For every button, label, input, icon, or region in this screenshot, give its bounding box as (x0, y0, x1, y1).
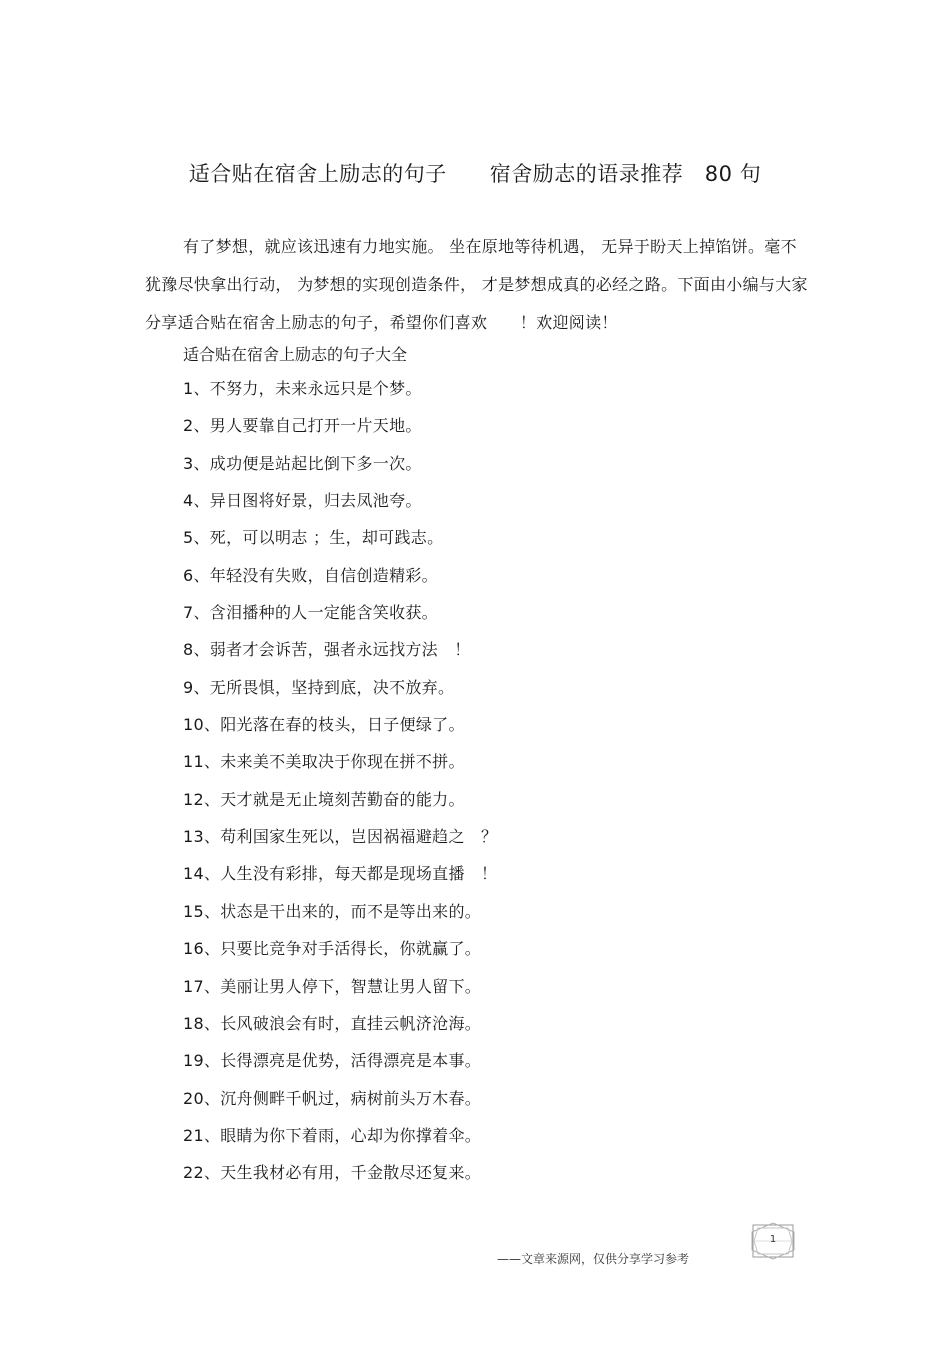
page-number-badge (750, 1222, 796, 1260)
list-item: 21、眼睛为你下着雨，心却为你撑着伞。 (183, 1125, 482, 1145)
list-item: 6、年轻没有失败，自信创造精彩。 (183, 565, 438, 585)
list-item: 15、状态是干出来的，而不是等出来的。 (183, 901, 482, 921)
list-item: 19、长得漂亮是优势，活得漂亮是本事。 (183, 1051, 482, 1071)
list-item: 2、男人要靠自己打开一片天地。 (183, 416, 422, 436)
list-item: 17、美丽让男人停下，智慧让男人留下。 (183, 976, 482, 996)
list-item: 1、不努力，未来永远只是个梦。 (183, 379, 422, 398)
list-item: 13、苟利国家生死以，岂因祸福避趋之 ？ (183, 827, 498, 847)
list-item: 8、弱者才会诉苦，强者永远找方法 ！ (183, 640, 471, 660)
list-item: 16、只要比竞争对手活得长，你就赢了。 (183, 939, 482, 959)
document-title: 适合贴在宿舍上励志的句子 宿舍励志的语录推荐 80 句 (188, 162, 762, 186)
list-item: 20、沉舟侧畔千帆过，病树前头万木春。 (183, 1088, 482, 1108)
quote-list (183, 374, 497, 1196)
list-item: 9、无所畏惧，坚持到底，决不放弃。 (183, 677, 455, 697)
list-item: 3、成功便是站起比倒下多一次。 (183, 453, 422, 473)
list-item: 11、未来美不美取决于你现在拼不拼。 (183, 752, 465, 772)
list-item: 7、含泪播种的人一定能含笑收获。 (183, 603, 438, 623)
list-item: 12、天才就是无止境刻苦勤奋的能力。 (183, 789, 465, 809)
list-item: 22、天生我材必有用，千金散尽还复来。 (183, 1163, 482, 1183)
footer-source-note: ——文章来源网，仅供分享学习参考 (497, 1252, 690, 1266)
list-item: 10、阳光落在春的枝头，日子便绿了。 (183, 715, 465, 735)
page-number: 1 (769, 1234, 777, 1245)
list-item: 14、人生没有彩排，每天都是现场直播 ！ (183, 864, 498, 884)
list-item: 18、长风破浪会有时，直挂云帆济沧海。 (183, 1013, 482, 1033)
list-item: 4、异日图将好景，归去凤池夸。 (183, 491, 422, 511)
intro-paragraph: 有了梦想，就应该迅速有力地实施。 坐在原地等待机遇， 无异于盼天上掉馅饼。毫不犹豫尽快拿出行动， 为梦想的实现创造条件， 才是梦想成真的必经之路。下面由小编与大家分享适合贴在宿舍上励志的句子，希望你们喜欢 ！欢迎阅读！ (145, 237, 808, 332)
list-item: 5、死，可以明志 ；生，却可践志。 (183, 528, 444, 548)
section-heading: 适合贴在宿舍上励志的句子大全 (183, 345, 408, 364)
